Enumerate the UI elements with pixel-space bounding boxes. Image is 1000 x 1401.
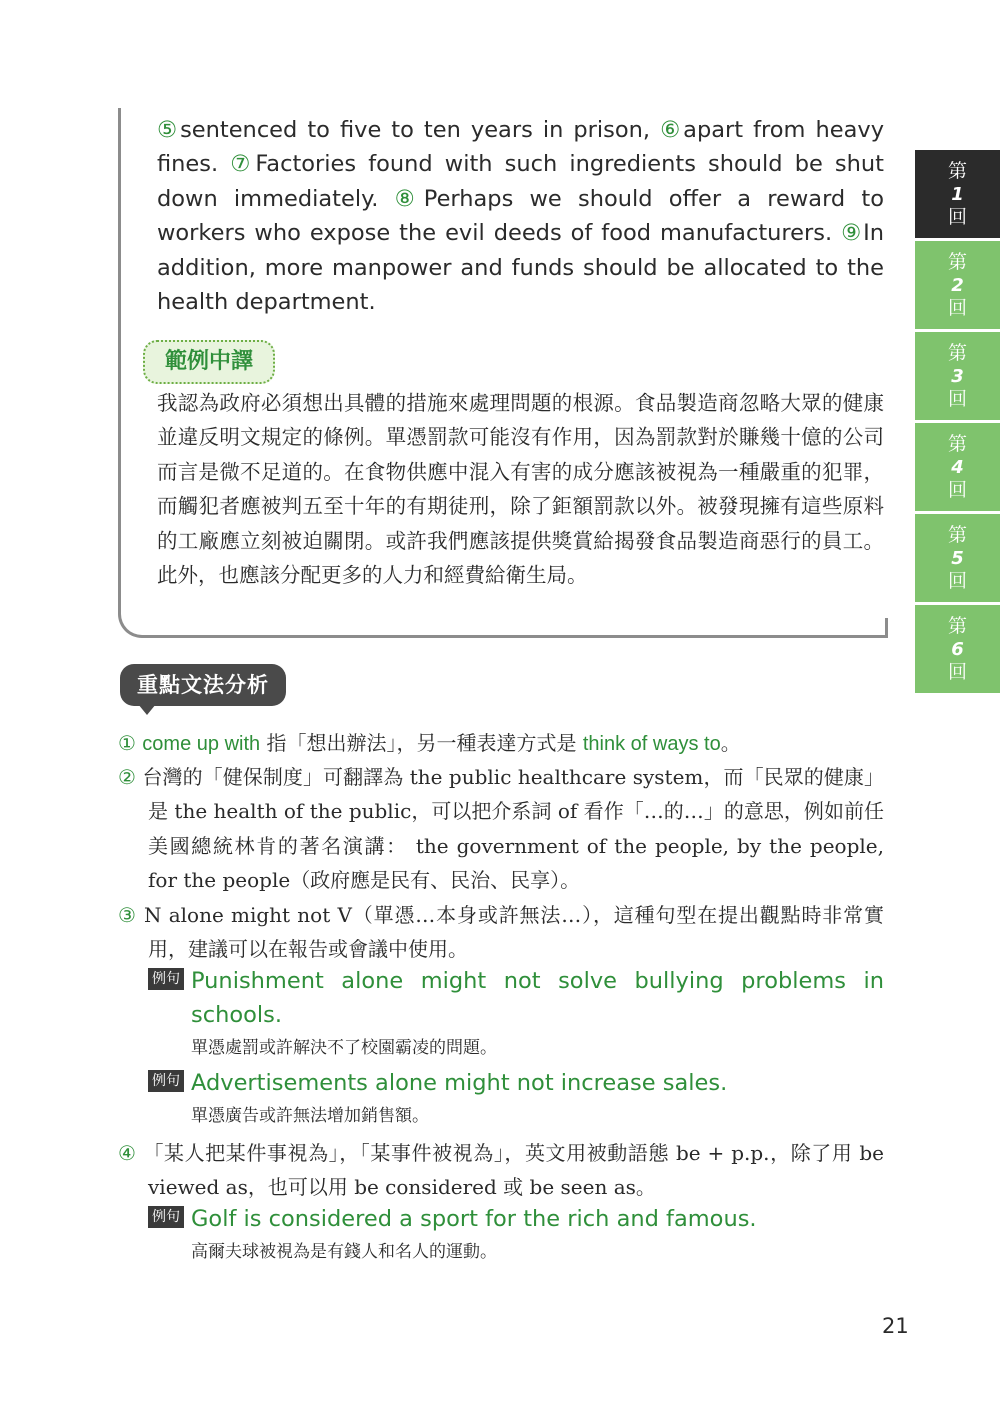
translation-label: 範例中譯 [143, 340, 275, 384]
point-2-text: 台灣的「健保制度」可翻譯為 the public healthcare system，而「民眾的健康」是 the health of the public，可以把介系詞 of 看作「…的…」的意思，例如前任美國總統林肯的著名演講： the government of the people, by the people, for the people（政府應是民有、民治、民享）。 [142, 765, 884, 893]
grammar-heading-pointer [138, 704, 156, 715]
tab-suffix: 回 [947, 478, 967, 501]
point-marker-2: ② [118, 765, 136, 789]
marker-6: ⑥ [660, 117, 684, 143]
grammar-point-1 [118, 726, 884, 761]
tab-number: 4 [951, 456, 964, 478]
passage-box-corner [878, 618, 888, 638]
example-3-english: Golf is considered a sport for the rich and famous. [191, 1206, 757, 1232]
sentence-7: Factories found with such ingredients should be shut down immediately. [157, 151, 885, 212]
tab-prefix: 第 [947, 523, 967, 546]
english-passage [157, 113, 884, 319]
tab-chapter-4[interactable] [915, 423, 1000, 511]
marker-7: ⑦ [230, 151, 256, 178]
point-marker-3: ③ [118, 903, 137, 927]
example-2-chinese: 單憑廣告或許無法增加銷售額。 [191, 1106, 429, 1126]
tab-prefix: 第 [947, 432, 967, 455]
example-tag: 例句 [148, 1070, 184, 1092]
example-tag: 例句 [148, 968, 184, 990]
point-marker-1: ① [118, 731, 136, 755]
example-3-chinese: 高爾夫球被視為是有錢人和名人的運動。 [191, 1242, 497, 1262]
tab-chapter-1[interactable] [915, 150, 1000, 238]
point-marker-4: ④ [118, 1141, 137, 1165]
example-tag: 例句 [148, 1206, 184, 1228]
tab-suffix: 回 [947, 205, 967, 228]
point-4-text: 「某人把某件事視為」，「某事件被視為」，英文用被動語態 be + p.p.，除了用 be viewed as，也可以用 be considered 或 be seen as。 [143, 1141, 884, 1200]
tab-prefix: 第 [947, 159, 967, 182]
tab-prefix: 第 [947, 341, 967, 364]
sentence-6: apart from heavy fines. [157, 117, 885, 178]
chinese-translation: 我認為政府必須想出具體的措施來處理問題的根源。食品製造商忽略大眾的健康並違反明文規定的條例。單憑罰款可能沒有作用，因為罰款對於賺幾十億的公司而言是微不足道的。在食物供應中混入有害的成分應該被視為一種嚴重的犯罪，而觸犯者應被判五至十年的有期徒刑，除了鉅額罰款以外。被發現擁有這些原料的工廠應立刻被迫關閉。或許我們應該提供獎賞給揭發食品製造商惡行的員工。此外，也應該分配更多的人力和經費給衛生局。 [157, 391, 884, 588]
phrase-come-up-with: come up with [142, 733, 261, 755]
example-2-english: Advertisements alone might not increase sales. [191, 1070, 728, 1096]
tab-suffix: 回 [947, 296, 967, 319]
phrase-think-of-ways: think of ways to [582, 733, 721, 755]
tab-number: 5 [951, 547, 964, 569]
point-1-end: 。 [720, 731, 741, 755]
tab-number: 1 [951, 183, 964, 205]
point-3-text: N alone might not V（單憑…本身或許無法…），這種句型在提出觀點時非常實用，建議可以在報告或會議中使用。 [144, 903, 884, 962]
point-1-text: 指「想出辦法」，另一種表達方式是 [260, 731, 583, 755]
tab-number: 3 [951, 365, 964, 387]
page-number: 21 [882, 1314, 909, 1338]
tab-number: 6 [951, 638, 964, 660]
sentence-9: In addition, more manpower and funds should be allocated to the health department. [157, 220, 885, 316]
example-1-english: Punishment alone might not solve bullying problems in schools. [191, 968, 884, 1028]
example-3 [148, 1202, 884, 1268]
tab-chapter-2[interactable] [915, 241, 1000, 329]
tab-prefix: 第 [947, 614, 967, 637]
example-1 [148, 964, 884, 1064]
sentence-8: Perhaps we should offer a reward to workers who expose the evil deeds of food manufacturers. [157, 185, 884, 247]
sentence-5: sentenced to five to ten years in prison, [180, 117, 661, 143]
tab-suffix: 回 [947, 569, 967, 592]
tab-number: 2 [951, 274, 964, 296]
marker-9: ⑨ [841, 220, 864, 247]
example-1-chinese: 單憑處罰或許解決不了校園霸凌的問題。 [191, 1038, 497, 1058]
example-2 [148, 1066, 884, 1132]
marker-8: ⑧ [394, 185, 424, 212]
grammar-point-3 [118, 898, 884, 967]
grammar-heading: 重點文法分析 [120, 664, 286, 706]
tab-suffix: 回 [947, 387, 967, 410]
tab-chapter-6[interactable] [915, 605, 1000, 693]
grammar-point-2 [118, 760, 884, 898]
tab-chapter-5[interactable] [915, 514, 1000, 602]
grammar-point-4 [118, 1136, 884, 1205]
tab-prefix: 第 [947, 250, 967, 273]
tab-chapter-3[interactable] [915, 332, 1000, 420]
marker-5: ⑤ [157, 117, 181, 143]
chapter-tabs [915, 150, 1000, 696]
tab-suffix: 回 [947, 660, 967, 683]
